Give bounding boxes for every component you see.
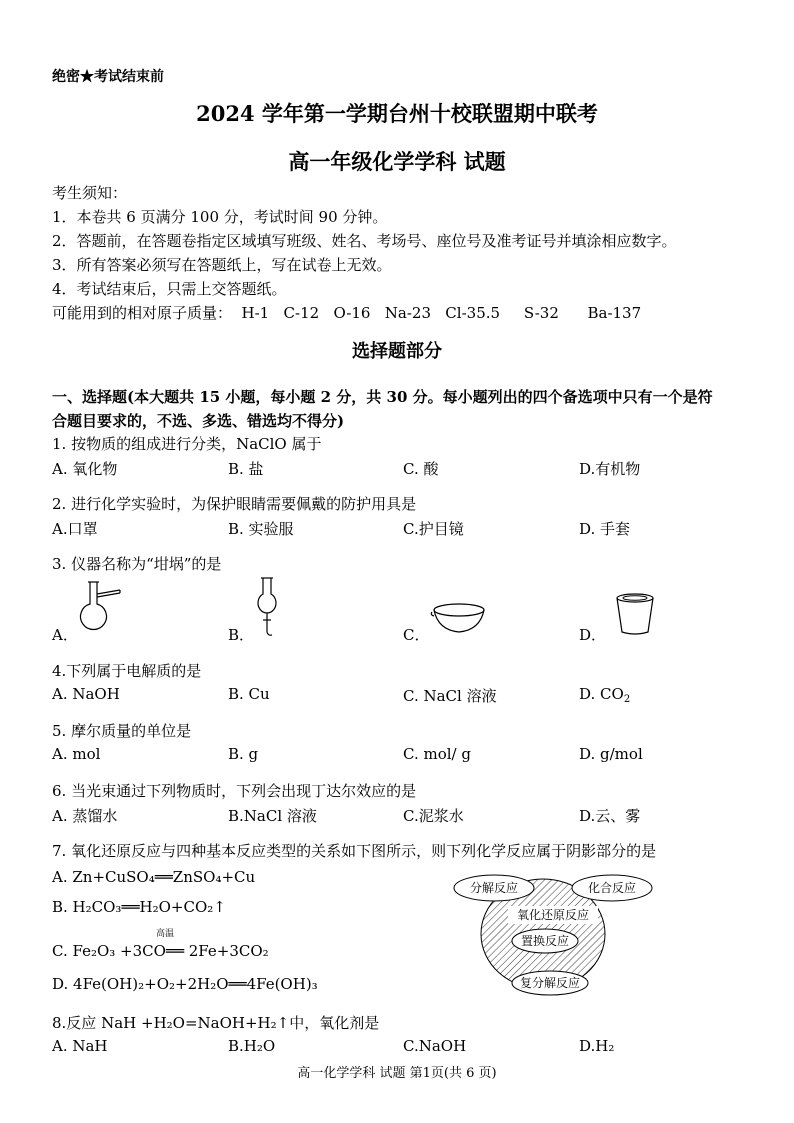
option-c: C. mol/ g (403, 745, 471, 763)
option-b: B. 实验服 (228, 520, 294, 538)
option-c: C． (403, 626, 430, 644)
option-d: D.云、雾 (579, 807, 641, 825)
part-instructions: 合题目要求的，不选、多选、错选均不得分) (52, 412, 345, 430)
exam-subtitle: 高一年级化学学科 试题 (288, 149, 506, 174)
option-d: D． (579, 626, 607, 644)
option-d: D. 手套 (579, 520, 631, 538)
question-stem: 7. 氧化还原反应与四种基本反应类型的关系如下图所示，则下列化学反应属于阴影部分的是 (52, 842, 657, 860)
part-instructions: 一、选择题(本大题共 15 小题，每小题 2 分，共 30 分。每小题列出的四个备选项中只有一个是符 (52, 388, 713, 406)
option-c: C.护目镜 (403, 520, 464, 538)
displacement-label: 置换反应 (520, 934, 570, 948)
option-c: C.泥浆水 (403, 807, 464, 825)
option-c: C. NaCl 溶液 (403, 687, 497, 705)
crucible-icon (612, 590, 658, 638)
option-d: D.有机物 (579, 460, 641, 478)
option-b: B. 盐 (228, 460, 264, 478)
separatory-funnel-icon (252, 576, 286, 638)
notice-item: 2．答题前，在答题卷指定区域填写班级、姓名、考场号、座位号及准考证号并填涂相应数字。 (52, 232, 677, 250)
option-d (579, 685, 630, 705)
subscript: 2 (623, 694, 631, 705)
redox-label: 氧化还原反应 (516, 908, 590, 922)
option-a: A. 氧化物 (52, 460, 118, 478)
section-title: 选择题部分 (352, 341, 442, 362)
reaction-condition: 高温 (156, 929, 175, 939)
combination-label: 化合反应 (587, 881, 637, 895)
option-a: A． (52, 626, 78, 644)
question-stem: 2. 进行化学实验时，为保护眼睛需要佩戴的防护用具是 (52, 495, 417, 513)
question-stem: 8.反应 NaH +H₂O=NaOH+H₂↑中，氧化剂是 (52, 1014, 380, 1032)
double-displacement-label: 复分解反应 (519, 976, 581, 990)
option-d: D.H₂ (579, 1037, 615, 1055)
question-stem: 3. 仪器名称为“坩埚”的是 (52, 555, 222, 573)
question-stem: 6. 当光束通过下列物质时，下列会出现丁达尔效应的是 (52, 782, 417, 800)
option-a: A.口罩 (52, 520, 98, 538)
option-c: C. Fe₂O₃ +3CO══ 2Fe+3CO₂ (52, 942, 269, 960)
notice-item: 4．考试结束后，只需上交答题纸。 (52, 280, 287, 298)
decomposition-label: 分解反应 (469, 881, 519, 895)
option-a: A. Zn+CuSO₄══ZnSO₄+Cu (52, 868, 256, 886)
option-c: C.NaOH (403, 1037, 467, 1055)
option-b: B. Cu (228, 685, 270, 703)
reaction-type-venn-diagram (450, 868, 660, 1000)
option-a: A. NaH (52, 1037, 108, 1055)
option-b: B． (228, 626, 255, 644)
option-b: B. H₂CO₃══H₂O+CO₂↑ (52, 898, 226, 916)
option-d-text: D. CO (579, 685, 624, 703)
notice-item: 3．所有答案必须写在答题纸上，写在试卷上无效。 (52, 256, 392, 274)
confidential-label: 绝密★考试结束前 (52, 69, 164, 85)
evaporating-dish-icon (428, 600, 490, 640)
notice-item: 1．本卷共 6 页满分 100 分，考试时间 90 分钟。 (52, 208, 388, 226)
question-stem: 4.下列属于电解质的是 (52, 662, 202, 680)
page-footer: 高一化学学科 试题 第1页(共 6 页) (297, 1066, 497, 1081)
question-stem: 1. 按物质的组成进行分类，NaClO 属于 (52, 435, 322, 453)
option-d: D. g/mol (579, 745, 643, 763)
option-a: A. mol (52, 745, 101, 763)
option-b: B.NaCl 溶液 (228, 807, 317, 825)
notice-heading: 考生须知： (52, 184, 128, 202)
option-a: A. 蒸馏水 (52, 807, 118, 825)
option-d: D. 4Fe(OH)₂+O₂+2H₂O══4Fe(OH)₃ (52, 975, 318, 993)
atomic-masses: 可能用到的相对原子质量： H-1 C-12 O-16 Na-23 Cl-35.5 S-32 Ba-137 (52, 304, 642, 322)
round-flask-with-side-arm-icon (74, 580, 124, 640)
question-stem: 5. 摩尔质量的单位是 (52, 722, 192, 740)
option-b: B. g (228, 745, 259, 763)
option-a: A. NaOH (52, 685, 120, 703)
option-b: B.H₂O (228, 1037, 276, 1055)
option-c: C. 酸 (403, 460, 439, 478)
exam-title: 2024 学年第一学期台州十校联盟期中联考 (196, 101, 598, 126)
